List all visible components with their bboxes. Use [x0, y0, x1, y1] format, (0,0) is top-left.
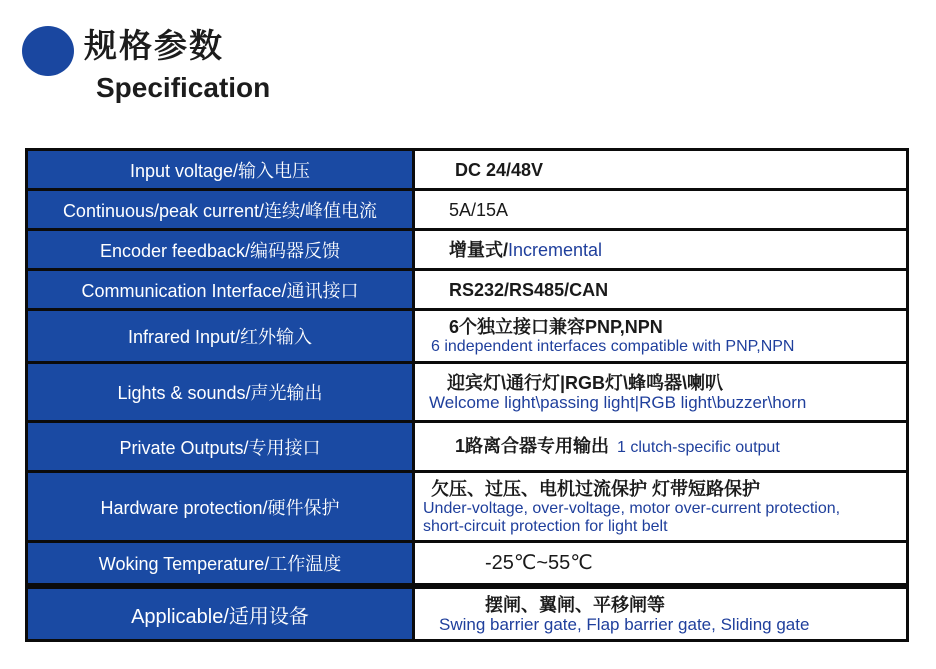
spec-label: Hardware protection/硬件保护 — [25, 470, 412, 543]
spec-row-hardware-protection — [25, 470, 909, 543]
spec-value-cell — [412, 268, 909, 311]
spec-row-current — [25, 188, 909, 231]
spec-value-cell — [412, 228, 909, 271]
spec-value-cell — [412, 188, 909, 231]
spec-row-input-voltage — [25, 148, 909, 191]
spec-value-cell — [412, 420, 909, 473]
spec-row-private-outputs — [25, 420, 909, 473]
spec-label: Lights & sounds/声光输出 — [25, 361, 412, 423]
spec-row-encoder — [25, 228, 909, 271]
spec-value-en: Under-voltage, over-voltage, motor over-current protection, — [423, 499, 841, 517]
spec-value-cell — [412, 361, 909, 423]
page-title-cn: 规格参数 — [84, 26, 224, 65]
spec-value: -25℃~55℃ — [485, 552, 593, 574]
spec-value-en: 6 independent interfaces compatible with PNP,NPN — [431, 338, 795, 355]
spec-label: Infrared Input/红外输入 — [25, 308, 412, 364]
header-bullet-circle — [22, 26, 74, 76]
spec-value-cell — [412, 308, 909, 364]
spec-row-infrared — [25, 308, 909, 364]
spec-value-cell — [412, 540, 909, 586]
spec-value-line — [449, 239, 896, 261]
spec-label: Encoder feedback/编码器反馈 — [25, 228, 412, 271]
spec-value-en-2: short-circuit protection for light belt — [423, 517, 668, 535]
spec-value-cell — [412, 586, 909, 642]
spec-value: 迎宾灯\通行灯|RGB灯\蜂鸣器\喇叭 — [447, 373, 724, 393]
spec-label: Input voltage/输入电压 — [25, 148, 412, 191]
spec-value-en: 1 clutch-specific output — [617, 438, 780, 456]
spec-value: 增量式/ — [449, 239, 509, 260]
spec-value: 6个独立接口兼容PNP,NPN — [449, 317, 663, 337]
spec-label: Woking Temperature/工作温度 — [25, 540, 412, 586]
spec-value-en: Incremental — [508, 239, 603, 260]
spec-value-line — [455, 435, 896, 459]
spec-label: Communication Interface/通讯接口 — [25, 268, 412, 311]
spec-value-cell — [412, 470, 909, 543]
spec-row-lights-sounds — [25, 361, 909, 423]
spec-value: 摆闸、翼闸、平移闸等 — [485, 595, 665, 615]
spec-value-en: Swing barrier gate, Flap barrier gate, Sliding gate — [439, 615, 810, 634]
spec-label: Applicable/适用设备 — [25, 586, 412, 642]
spec-value: RS232/RS485/CAN — [449, 279, 609, 300]
spec-label: Continuous/peak current/连续/峰值电流 — [25, 188, 412, 231]
spec-row-temperature — [25, 540, 909, 586]
spec-value: DC 24/48V — [455, 159, 544, 180]
spec-row-communication — [25, 268, 909, 311]
spec-value-en: Welcome light\passing light|RGB light\buzzer\horn — [429, 393, 807, 412]
spec-value: 5A/15A — [449, 199, 509, 220]
spec-row-applicable — [25, 586, 909, 642]
page-title-en: Specification — [96, 72, 271, 103]
spec-value: 1路离合器专用输出 — [455, 435, 610, 456]
spec-value-cell — [412, 148, 909, 191]
spec-label: Private Outputs/专用接口 — [25, 420, 412, 473]
spec-value: 欠压、过压、电机过流保护 灯带短路保护 — [431, 478, 760, 499]
